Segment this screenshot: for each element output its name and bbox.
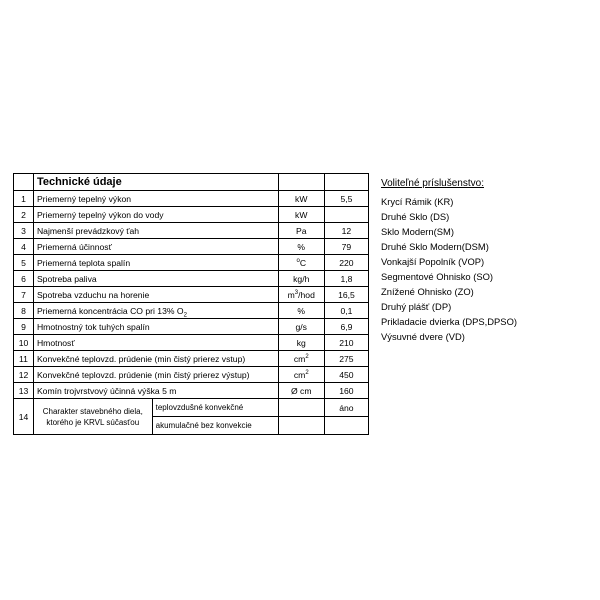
table-row xyxy=(14,255,369,271)
list-item: Prikladacie dvierka (DPS,DPSO) xyxy=(381,316,517,327)
row-label: Priemerný tepelný výkon do vody xyxy=(33,207,278,223)
row-label xyxy=(33,303,278,319)
row-label: Komín trojvrstvový účinná výška 5 m xyxy=(33,383,278,399)
row-label: Najmenší prevádzkový ťah xyxy=(33,223,278,239)
row-value xyxy=(324,207,368,223)
table-title: Technické údaje xyxy=(33,174,278,191)
row-unit xyxy=(278,351,324,367)
row-number: 5 xyxy=(14,255,34,271)
table-row xyxy=(14,351,369,367)
table-row xyxy=(14,319,369,335)
row-value: 6,9 xyxy=(324,319,368,335)
option-accumulative: akumulačné bez konvekcie xyxy=(152,417,278,435)
unit-pre: m xyxy=(287,289,295,300)
row-label: Konvekčné teplovzd. prúdenie (min čistý prierez výstup) xyxy=(33,367,278,383)
row-value: 220 xyxy=(324,255,368,271)
list-item: Vonkajší Popolník (VOP) xyxy=(381,256,485,267)
row-number: 1 xyxy=(14,191,34,207)
row-unit: kg/h xyxy=(278,271,324,287)
character-label: Charakter stavebného diela, ktorého je KRVL súčasťou xyxy=(33,399,152,435)
row-number: 10 xyxy=(14,335,34,351)
list-item: Druhý plášť (DP) xyxy=(381,301,452,312)
table-row xyxy=(14,223,369,239)
row-unit: kg xyxy=(278,335,324,351)
row-label: Priemerná teplota spalín xyxy=(33,255,278,271)
table-row xyxy=(14,239,369,255)
unit-post: /hod xyxy=(298,289,315,300)
row-unit xyxy=(278,367,324,383)
row-value: 0,1 xyxy=(324,303,368,319)
row-number: 13 xyxy=(14,383,34,399)
table-row xyxy=(14,383,369,399)
row-number: 7 xyxy=(14,287,34,303)
list-item: Výsuvné dvere (VD) xyxy=(381,331,465,342)
table-row xyxy=(14,271,369,287)
row-unit xyxy=(278,417,324,435)
table-row xyxy=(14,303,369,319)
row-value: 5,5 xyxy=(324,191,368,207)
row-label: Hmotnostný tok tuhých spalín xyxy=(33,319,278,335)
row-unit: kW xyxy=(278,191,324,207)
list-item: Sklo Modern(SM) xyxy=(381,226,454,237)
list-item: Segmentové Ohnisko (SO) xyxy=(381,271,494,282)
row-label: Hmotnosť xyxy=(33,335,278,351)
table-row xyxy=(14,335,369,351)
unit-main: cm xyxy=(293,353,306,364)
row-label: Spotreba paliva xyxy=(33,271,278,287)
unit-main: cm xyxy=(293,369,306,380)
table-row-14 xyxy=(14,399,369,417)
header-num-cell xyxy=(14,174,34,191)
header-unit-cell xyxy=(278,174,324,191)
label-subscript: 2 xyxy=(183,312,187,319)
row-label: Konvekčné teplovzd. prúdenie (min čistý prierez vstup) xyxy=(33,351,278,367)
row-value: 450 xyxy=(324,367,368,383)
row-label: Priemerný tepelný výkon xyxy=(33,191,278,207)
row-label: Spotreba vzduchu na horenie xyxy=(33,287,278,303)
header-value-cell xyxy=(324,174,368,191)
row-label: Priemerná účinnosť xyxy=(33,239,278,255)
unit-superscript: 2 xyxy=(305,369,309,376)
row-number: 12 xyxy=(14,367,34,383)
list-item: Druhé Sklo (DS) xyxy=(381,211,450,222)
table-row xyxy=(14,367,369,383)
row-unit: Ø cm xyxy=(278,383,324,399)
row-unit: kW xyxy=(278,207,324,223)
row-number: 9 xyxy=(14,319,34,335)
row-number: 3 xyxy=(14,223,34,239)
list-item: Druhé Sklo Modern(DSM) xyxy=(381,241,489,252)
unit-superscript: 2 xyxy=(305,353,309,360)
table-row xyxy=(14,207,369,223)
table-header-row xyxy=(14,174,369,191)
label-main: Priemerná koncentrácia CO pri 13% O xyxy=(36,305,184,316)
row-number: 4 xyxy=(14,239,34,255)
row-value: 79 xyxy=(324,239,368,255)
row-number: 8 xyxy=(14,303,34,319)
row-unit xyxy=(278,255,324,271)
row-value: 12 xyxy=(324,223,368,239)
option-convective: teplovzdušné konvekčné xyxy=(152,399,278,417)
row-value: 160 xyxy=(324,383,368,399)
row-unit xyxy=(278,287,324,303)
row-number: 2 xyxy=(14,207,34,223)
row-value: 16,5 xyxy=(324,287,368,303)
unit-superscript: 3 xyxy=(294,289,299,296)
unit-main: C xyxy=(299,257,307,268)
table-row xyxy=(14,287,369,303)
technical-data-table xyxy=(13,173,369,435)
row-value xyxy=(324,417,368,435)
table-row xyxy=(14,191,369,207)
row-unit xyxy=(278,399,324,417)
unit-superscript: o xyxy=(296,257,300,264)
row-unit: Pa xyxy=(278,223,324,239)
row-value: 210 xyxy=(324,335,368,351)
row-number: 11 xyxy=(14,351,34,367)
row-unit: % xyxy=(278,239,324,255)
row-unit: g/s xyxy=(278,319,324,335)
row-value: 275 xyxy=(324,351,368,367)
accessories-heading: Voliteľné príslušenstvo: xyxy=(381,178,484,189)
list-item: Znížené Ohnisko (ZO) xyxy=(381,286,474,297)
row-unit: % xyxy=(278,303,324,319)
row-number: 6 xyxy=(14,271,34,287)
row-number: 14 xyxy=(14,399,34,435)
row-value: 1,8 xyxy=(324,271,368,287)
list-item: Krycí Rámik (KR) xyxy=(381,196,454,207)
row-value: áno xyxy=(324,399,368,417)
optional-accessories-list xyxy=(381,178,591,344)
